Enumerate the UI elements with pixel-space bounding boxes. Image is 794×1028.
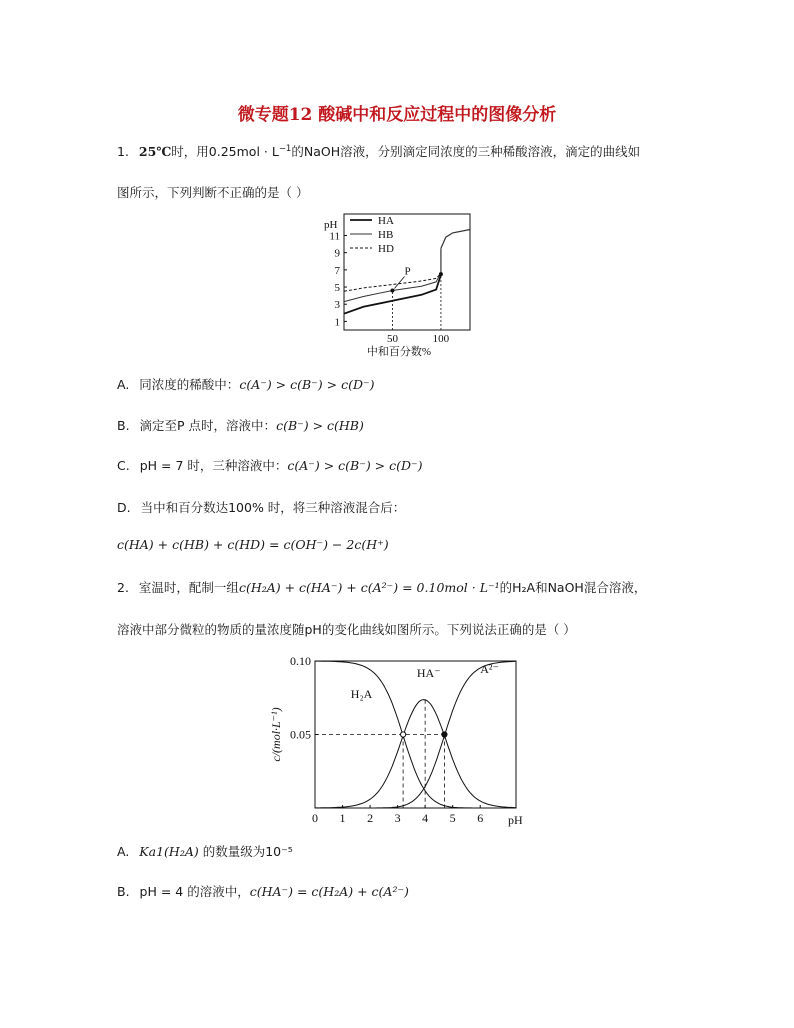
chart2-label-ha: HA⁻ — [416, 666, 441, 681]
chart1-legend-ha: HA — [378, 215, 394, 227]
chart1-point-p-label: P — [404, 265, 411, 278]
chart2-x-tick-label: 3 — [394, 811, 401, 825]
chart1-x-tick-label: 50 — [386, 333, 398, 345]
chart2-label-a2: A²⁻ — [480, 661, 499, 676]
chart2-x-tick-label: 4 — [422, 811, 429, 825]
q1-option-d: D. 当中和百分数达100% 时，将三种溶液混合后： — [117, 500, 406, 515]
chart2-y-label: c/(mol·L⁻¹) — [269, 707, 283, 762]
chart2-y-tick-label: 0.05 — [290, 727, 311, 742]
chart2-label-h2a: H₂A — [350, 686, 373, 701]
chart1-x-tick-label: 100 — [432, 333, 450, 345]
q2-number: 2. — [117, 580, 129, 595]
chart1-legend-hb: HB — [378, 229, 394, 241]
chart1-series-after — [441, 230, 470, 249]
chart1-y-tick-label: 1 — [334, 316, 340, 329]
chart1-x-label: 中和百分数% — [366, 346, 432, 358]
q2-stem-line2: 溶液中部分微粒的物质的量浓度随pH的变化曲线如图所示。下列说法正确的是（ ） — [117, 622, 576, 637]
q1-temperature: 25℃ — [138, 144, 172, 159]
chart1-point-p — [390, 288, 394, 292]
chart1-series-ha — [344, 275, 441, 314]
chart2-x-tick-label: 6 — [477, 811, 484, 825]
chart2-crossing-point — [401, 732, 406, 737]
chart2-x-tick-label: 0 — [312, 811, 318, 825]
chart2-x-tick-label: 5 — [449, 811, 456, 825]
q1-stem-line1 — [117, 142, 640, 160]
q2-option-a: A. Ka1(H₂A) 的数量级为10⁻⁵ — [117, 844, 293, 859]
chart2-x-tick-label: 1 — [339, 811, 346, 825]
q2-option-b-formula: c(HA⁻) = c(H₂A) + c(A²⁻) — [249, 884, 409, 899]
q1-option-a: A. 同浓度的稀酸中：c(A⁻) > c(B⁻) > c(D⁻) — [117, 377, 375, 392]
q1-stem-sup: −1 — [278, 144, 292, 154]
titration-curve-chart — [318, 206, 478, 366]
q1-option-b: B. 滴定至P 点时，溶液中：c(B⁻) > c(HB) — [117, 418, 364, 433]
chart1-equivalence-point — [439, 272, 443, 276]
chart1-y-tick-label: 9 — [334, 247, 340, 260]
chart1-y-tick-label: 7 — [334, 264, 340, 277]
chart1-point-p-pointer — [394, 276, 404, 288]
chart1-y-label: pH — [324, 219, 338, 231]
q1-option-d-formula: c(HA) + c(HB) + c(HD) = c(OH⁻) − 2c(H⁺) — [117, 537, 389, 552]
q1-number: 1. — [117, 144, 129, 159]
chart2-crossing-point — [442, 732, 447, 737]
q2-option-a-formula: Ka1(H₂A) — [139, 844, 199, 859]
chart1-legend-hd: HD — [378, 243, 394, 255]
q1-option-c: C. pH = 7 时，三种溶液中：c(A⁻) > c(B⁻) > c(D⁻) — [117, 458, 423, 473]
q1-stem-line2: 图所示，下列判断不正确的是（ ） — [117, 185, 309, 200]
chart2-x-tick-label: 2 — [367, 811, 374, 825]
page-title: 微专题12 酸碱中和反应过程中的图像分析 — [237, 105, 557, 125]
q1-option-a-formula: c(A⁻) > c(B⁻) > c(D⁻) — [239, 377, 375, 392]
chart1-y-tick-label: 5 — [334, 282, 340, 295]
q1-stem-b: 的NaOH溶液，分别滴定同浓度的三种稀酸溶液，滴定的曲线如 — [291, 144, 641, 159]
q1-stem-a: 时，用0.25mol · L — [171, 144, 279, 159]
chart1-y-tick-label: 11 — [329, 230, 340, 243]
species-distribution-chart — [268, 648, 538, 833]
chart2-y-tick-label: 0.10 — [290, 654, 311, 668]
chart1-y-tick-label: 3 — [334, 299, 340, 312]
chart2-x-label: pH — [508, 813, 523, 827]
q1-option-c-formula: c(A⁻) > c(B⁻) > c(D⁻) — [287, 458, 423, 473]
q1-option-b-formula: c(B⁻) > c(HB) — [276, 418, 364, 433]
q2-option-b: B. pH = 4 的溶液中，c(HA⁻) = c(H₂A) + c(A²⁻) — [117, 884, 409, 899]
chart2-series-ha — [315, 700, 516, 808]
q2-stem-formula: c(H₂A) + c(HA⁻) + c(A²⁻) = 0.10mol · L⁻¹ — [238, 580, 500, 595]
q2-stem-line1: 2. 室温时，配制一组c(H₂A) + c(HA⁻) + c(A²⁻) = 0.10mol · L⁻¹的H₂A和NaOH混合溶液， — [117, 580, 647, 595]
